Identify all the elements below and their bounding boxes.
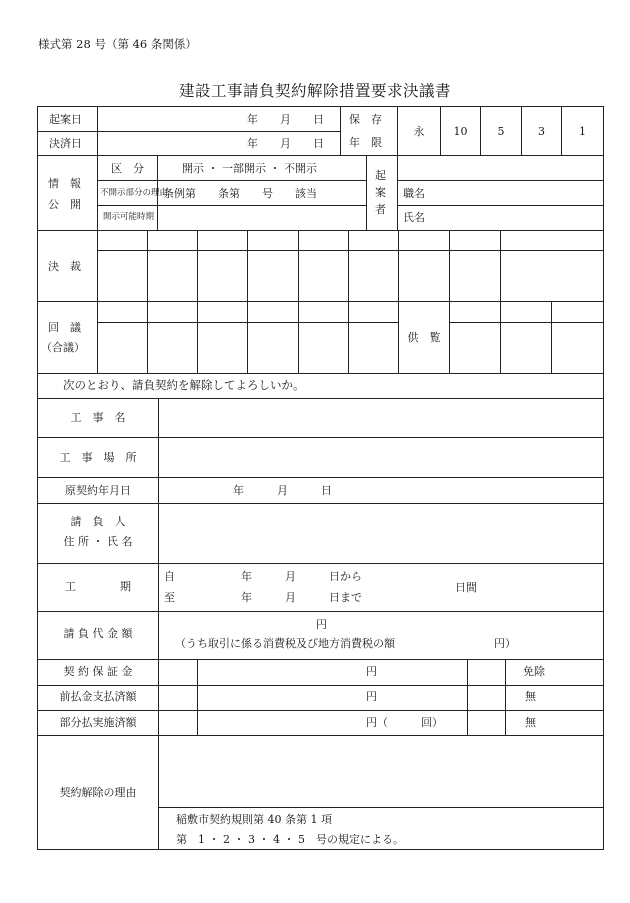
kyoran-label: 供 覧 bbox=[407, 331, 441, 344]
retention-option[interactable]: 1 bbox=[579, 125, 586, 138]
rule-reference: 稲敷市契約規則第 40 条第 1 項 bbox=[176, 813, 332, 826]
kessai-date-label: 決済日 bbox=[49, 137, 82, 150]
retention-option[interactable]: 10 bbox=[453, 125, 468, 138]
maebarai-yen: 円 bbox=[366, 690, 377, 703]
tax-note: （うち取引に係る消費税及び地方消費税の額 円） bbox=[175, 637, 516, 650]
shimei-label: 氏名 bbox=[403, 211, 425, 224]
request-statement: 次のとおり、請負契約を解除してよろしいか。 bbox=[63, 378, 305, 392]
kiansha-label: 起案者 bbox=[375, 169, 386, 216]
hoshokin-status[interactable]: 免除 bbox=[523, 665, 545, 678]
kessai-date-value: 年 月 日 bbox=[247, 137, 324, 150]
koki-label: 工 期 bbox=[65, 580, 131, 593]
ukeoinin-label-1: 請 負 人 bbox=[70, 515, 126, 528]
maebarai-label: 前払金支払済額 bbox=[59, 690, 137, 703]
koji-mei-label: 工 事 名 bbox=[70, 411, 126, 424]
shokumei-label: 職名 bbox=[403, 187, 425, 200]
retention-option[interactable]: 5 bbox=[497, 125, 505, 138]
koki-to[interactable]: 至 年 月 日まで bbox=[164, 591, 362, 604]
gen-keiyaku-label: 原契約年月日 bbox=[65, 484, 131, 497]
bubunbarai-label: 部分払実施済額 bbox=[59, 716, 137, 729]
kaijo-riyu-label: 契約解除の理由 bbox=[59, 786, 137, 799]
koki-days: 日間 bbox=[455, 581, 477, 594]
retention-label-2: 年 限 bbox=[349, 136, 382, 149]
document-title: 建設工事請負契約解除措置要求決議書 bbox=[178, 82, 451, 100]
gen-keiyaku-value[interactable]: 年 月 日 bbox=[233, 484, 332, 497]
koki-from[interactable]: 自 年 月 日から bbox=[164, 570, 362, 583]
kubun-value[interactable]: 開示 ・ 一部開示 ・ 不開示 bbox=[182, 162, 317, 175]
ukeoi-daikin-yen: 円 bbox=[316, 618, 327, 631]
form-number: 様式第 28 号（第 46 条関係） bbox=[38, 37, 197, 51]
retention-option[interactable]: 3 bbox=[538, 125, 545, 138]
disclosure-period-label: 開示可能時期 bbox=[103, 212, 155, 222]
kaigi-label: 回 議 bbox=[48, 321, 81, 334]
ukeoinin-label-2: 住 所 ・ 氏 名 bbox=[63, 535, 133, 548]
hoshokin-yen: 円 bbox=[366, 665, 377, 678]
partial-reason-value[interactable]: 条例第 条第 号 該当 bbox=[163, 187, 317, 200]
keiyaku-hoshokin-label: 契 約 保 証 金 bbox=[63, 665, 133, 678]
kubun-label: 区 分 bbox=[111, 162, 144, 175]
maebarai-status[interactable]: 無 bbox=[525, 690, 536, 703]
kian-date-value: 年 月 日 bbox=[247, 113, 324, 126]
bubunbarai-status[interactable]: 無 bbox=[525, 716, 536, 729]
gogi-label: （合議） bbox=[41, 341, 85, 354]
rule-items[interactable]: 第 1 ・ 2 ・ 3 ・ 4 ・ 5 号の規定による。 bbox=[176, 833, 404, 846]
koji-basho-label: 工 事 場 所 bbox=[59, 451, 137, 464]
ukeoi-daikin-label: 請 負 代 金 額 bbox=[63, 627, 133, 640]
bubunbarai-yen: 円（ 回） bbox=[366, 716, 443, 729]
disclosure-label-1: 情 報 bbox=[48, 177, 81, 190]
retention-label-1: 保 存 bbox=[349, 113, 382, 126]
kian-date-label: 起案日 bbox=[49, 113, 82, 126]
kessai-label: 決 裁 bbox=[48, 260, 81, 273]
disclosure-label-2: 公 開 bbox=[48, 198, 81, 211]
partial-reason-label: 不開示部分の理由 bbox=[100, 188, 169, 198]
retention-option[interactable]: 永 bbox=[413, 125, 425, 138]
